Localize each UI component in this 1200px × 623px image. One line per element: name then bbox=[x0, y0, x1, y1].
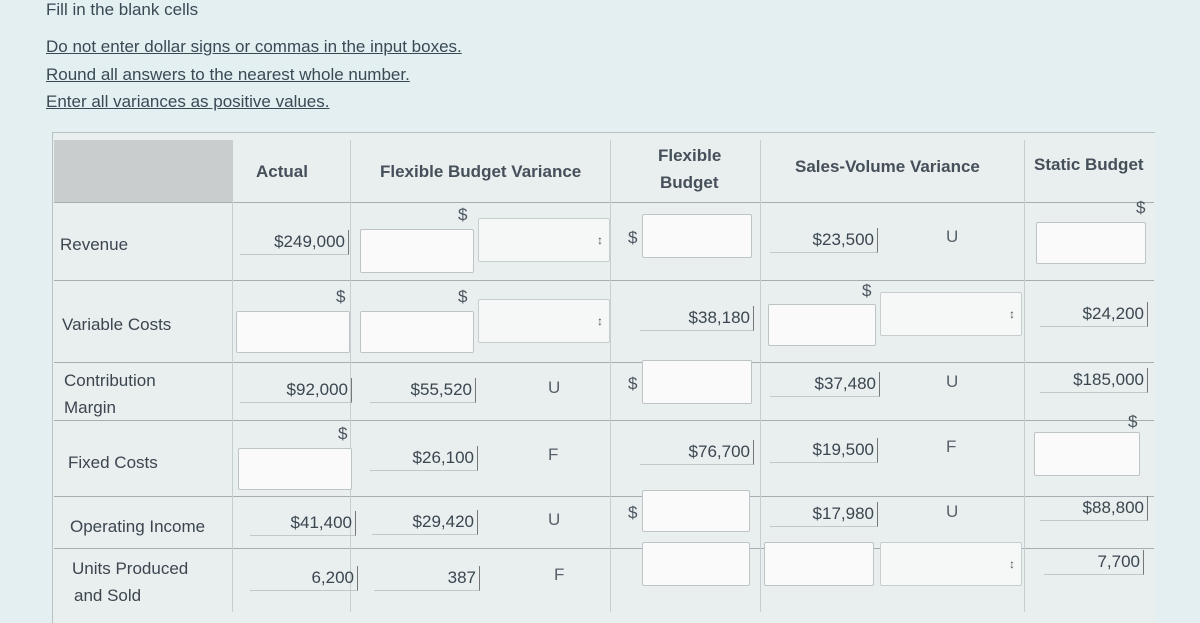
row-label-fixed-costs: Fixed Costs bbox=[68, 453, 158, 472]
row-label-contribution-margin-line2: Margin bbox=[64, 398, 116, 417]
fixed-costs-flexible-budget: $76,700 bbox=[640, 440, 754, 465]
contribution-margin-static-budget: $185,000 bbox=[1040, 368, 1148, 393]
operating-income-fbv: $29,420 bbox=[372, 510, 478, 535]
units-actual: 6,200 bbox=[250, 566, 358, 591]
contribution-margin-flexible-budget-input[interactable] bbox=[642, 360, 752, 404]
operating-income-fbv-type: U bbox=[548, 510, 561, 529]
contribution-margin-svv-type: U bbox=[946, 372, 959, 391]
variable-costs-svv-type-select[interactable] bbox=[880, 292, 1022, 336]
select-arrow-icon: ↕ bbox=[1009, 307, 1015, 321]
header-flexible-budget-line2: Budget bbox=[660, 173, 719, 192]
row-label-operating-income: Operating Income bbox=[70, 517, 206, 536]
select-arrow-icon: ↕ bbox=[597, 314, 603, 328]
fixed-costs-svv: $19,500 bbox=[770, 438, 878, 463]
instruction-positive-variances: Enter all variances as positive values. bbox=[46, 92, 330, 111]
revenue-fbv-type-select[interactable] bbox=[478, 218, 610, 262]
operating-income-static-budget: $88,800 bbox=[1040, 496, 1148, 521]
contribution-margin-fbv-type: U bbox=[548, 378, 561, 397]
variable-costs-static-budget: $24,200 bbox=[1040, 302, 1148, 327]
row-label-contribution-margin-line1: Contribution bbox=[64, 371, 156, 390]
units-fbv: 387 bbox=[374, 566, 480, 591]
row-divider bbox=[54, 280, 1154, 281]
row-label-units-line1: Units Produced bbox=[72, 559, 189, 578]
revenue-fbv-input[interactable] bbox=[360, 229, 474, 273]
dollar-sign: $ bbox=[628, 503, 638, 522]
row-divider bbox=[54, 362, 1154, 363]
row-label-units-line2: and Sold bbox=[74, 586, 142, 605]
contribution-margin-svv: $37,480 bbox=[770, 372, 880, 397]
dollar-sign: $ bbox=[628, 374, 638, 393]
instruction-no-dollar-signs: Do not enter dollar signs or commas in the input boxes. bbox=[46, 37, 462, 56]
select-arrow-icon: ↕ bbox=[597, 233, 603, 247]
units-fbv-type: F bbox=[554, 565, 565, 584]
dollar-sign: $ bbox=[336, 287, 346, 306]
header-sales-volume-variance: Sales-Volume Variance bbox=[795, 157, 980, 176]
table-corner-header bbox=[54, 140, 232, 202]
instructions-title: Fill in the blank cells bbox=[46, 0, 199, 19]
dollar-sign: $ bbox=[628, 228, 638, 247]
header-static-budget: Static Budget bbox=[1034, 155, 1144, 174]
dollar-sign: $ bbox=[1128, 412, 1138, 431]
operating-income-actual: $41,400 bbox=[250, 511, 356, 536]
dollar-sign: $ bbox=[338, 424, 348, 443]
header-flexible-budget-variance: Flexible Budget Variance bbox=[380, 162, 582, 181]
row-divider bbox=[54, 496, 1154, 497]
revenue-svv: $23,500 bbox=[770, 228, 878, 253]
fixed-costs-static-budget-input[interactable] bbox=[1034, 432, 1140, 476]
operating-income-svv: $17,980 bbox=[770, 502, 878, 527]
fixed-costs-fbv-type: F bbox=[548, 445, 559, 464]
column-divider bbox=[610, 140, 611, 612]
dollar-sign: $ bbox=[458, 287, 468, 306]
header-actual: Actual bbox=[256, 162, 308, 181]
dollar-sign: $ bbox=[458, 205, 468, 224]
revenue-flexible-budget-input[interactable] bbox=[642, 214, 752, 258]
fixed-costs-fbv: $26,100 bbox=[370, 446, 478, 471]
column-divider bbox=[760, 140, 761, 612]
units-svv-type-select[interactable] bbox=[880, 542, 1022, 586]
operating-income-flexible-budget-input[interactable] bbox=[642, 490, 750, 532]
column-divider bbox=[232, 140, 233, 612]
fixed-costs-actual-input[interactable] bbox=[238, 448, 352, 490]
column-divider bbox=[1024, 140, 1025, 612]
dollar-sign: $ bbox=[1136, 198, 1146, 217]
revenue-static-budget-input[interactable] bbox=[1036, 222, 1146, 264]
variable-costs-flexible-budget: $38,180 bbox=[640, 306, 754, 331]
row-divider bbox=[54, 202, 1154, 203]
revenue-actual: $249,000 bbox=[240, 230, 349, 255]
variable-costs-fbv-input[interactable] bbox=[360, 311, 474, 353]
variable-costs-actual-input[interactable] bbox=[236, 311, 350, 353]
fixed-costs-svv-type: F bbox=[946, 437, 957, 456]
variable-costs-svv-input[interactable] bbox=[768, 304, 876, 346]
units-static-budget: 7,700 bbox=[1044, 550, 1144, 575]
contribution-margin-fbv: $55,520 bbox=[370, 378, 476, 403]
operating-income-svv-type: U bbox=[946, 502, 959, 521]
instruction-rounding: Round all answers to the nearest whole number. bbox=[46, 65, 410, 84]
row-label-variable-costs: Variable Costs bbox=[62, 315, 172, 334]
row-divider bbox=[54, 420, 1154, 421]
units-svv-input[interactable] bbox=[764, 542, 874, 586]
variable-costs-fbv-type-select[interactable] bbox=[478, 299, 610, 343]
dollar-sign: $ bbox=[862, 281, 872, 300]
revenue-svv-type: U bbox=[946, 227, 959, 246]
row-label-revenue: Revenue bbox=[60, 235, 129, 254]
select-arrow-icon: ↕ bbox=[1009, 557, 1015, 571]
contribution-margin-actual: $92,000 bbox=[240, 378, 352, 403]
column-divider bbox=[350, 140, 351, 612]
header-flexible-budget-line1: Flexible bbox=[658, 146, 722, 165]
units-flexible-budget-input[interactable] bbox=[642, 542, 750, 586]
